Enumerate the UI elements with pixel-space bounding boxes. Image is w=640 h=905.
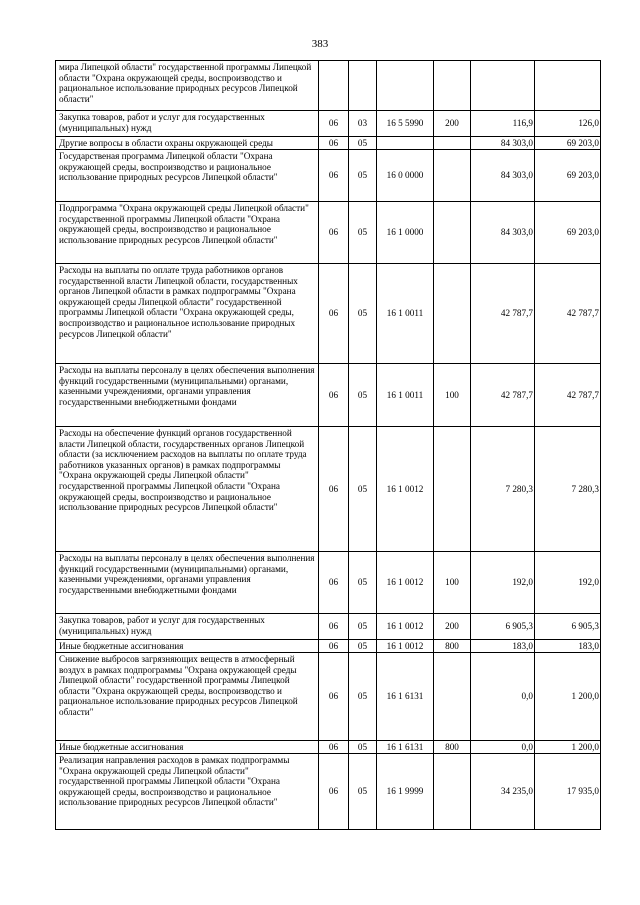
- table-row: [56, 552, 601, 614]
- expense-type-cell: [434, 61, 471, 111]
- subsection-code-cell: 05: [349, 741, 377, 754]
- table-row: [56, 150, 601, 202]
- expense-type-cell: 200: [434, 614, 471, 640]
- expense-type-cell: [434, 137, 471, 150]
- table-row: [56, 364, 601, 427]
- budget-table: [55, 60, 601, 830]
- subsection-code-cell: [349, 61, 377, 111]
- target-article-cell: 16 1 0011: [377, 264, 434, 364]
- amount-year1-cell: 183,0: [471, 640, 535, 653]
- section-code-cell: 06: [319, 202, 349, 264]
- target-article-cell: 16 0 0000: [377, 150, 434, 202]
- expense-name-cell: Государственая программа Липецкой области "Охрана окружающей среды, воспроизводство и рациональное использование природных ресурсов Липецкой области": [56, 150, 319, 202]
- amount-year2-cell: 69 203,0: [535, 202, 601, 264]
- expense-name-cell: Закупка товаров, работ и услуг для государственных (муниципальных) нужд: [56, 111, 319, 137]
- table-row: [56, 264, 601, 364]
- target-article-cell: 16 1 9999: [377, 754, 434, 830]
- subsection-code-cell: 05: [349, 364, 377, 427]
- section-code-cell: [319, 61, 349, 111]
- table-body: [56, 61, 601, 830]
- table-row: [56, 741, 601, 754]
- table-row: [56, 614, 601, 640]
- amount-year2-cell: 7 280,3: [535, 427, 601, 552]
- section-code-cell: 06: [319, 741, 349, 754]
- amount-year2-cell: 1 200,0: [535, 741, 601, 754]
- amount-year2-cell: 183,0: [535, 640, 601, 653]
- amount-year1-cell: 6 905,3: [471, 614, 535, 640]
- target-article-cell: 16 1 0012: [377, 614, 434, 640]
- amount-year2-cell: 6 905,3: [535, 614, 601, 640]
- target-article-cell: 16 5 5990: [377, 111, 434, 137]
- amount-year2-cell: 42 787,7: [535, 364, 601, 427]
- section-code-cell: 06: [319, 364, 349, 427]
- expense-name-cell: мира Липецкой области" государственной программы Липецкой области "Охрана окружающей среды, воспроизводство и рациональное использование природных ресурсов Липецкой области": [56, 61, 319, 111]
- subsection-code-cell: 05: [349, 754, 377, 830]
- expense-type-cell: [434, 754, 471, 830]
- expense-type-cell: [434, 202, 471, 264]
- section-code-cell: 06: [319, 150, 349, 202]
- section-code-cell: 06: [319, 754, 349, 830]
- subsection-code-cell: 05: [349, 202, 377, 264]
- expense-type-cell: [434, 264, 471, 364]
- page-number: 383: [311, 38, 329, 50]
- subsection-code-cell: 05: [349, 640, 377, 653]
- expense-name-cell: Другие вопросы в области охраны окружающей среды: [56, 137, 319, 150]
- section-code-cell: 06: [319, 264, 349, 364]
- amount-year1-cell: 7 280,3: [471, 427, 535, 552]
- expense-name-cell: Иные бюджетные ассигнования: [56, 741, 319, 754]
- amount-year2-cell: 42 787,7: [535, 264, 601, 364]
- expense-name-cell: Расходы на выплаты персоналу в целях обеспечения выполнения функций государственными (муниципальными) органами, казенными учреждениями, органами управления государственными внебюджетными фондами: [56, 364, 319, 427]
- expense-type-cell: [434, 427, 471, 552]
- table-row: [56, 202, 601, 264]
- amount-year1-cell: 84 303,0: [471, 137, 535, 150]
- section-code-cell: 06: [319, 614, 349, 640]
- target-article-cell: 16 1 0011: [377, 364, 434, 427]
- amount-year1-cell: [471, 61, 535, 111]
- table-row: [56, 640, 601, 653]
- expense-type-cell: [434, 653, 471, 741]
- expense-type-cell: 100: [434, 364, 471, 427]
- section-code-cell: 06: [319, 137, 349, 150]
- table-row: [56, 61, 601, 111]
- expense-name-cell: Иные бюджетные ассигнования: [56, 640, 319, 653]
- table-row: [56, 754, 601, 830]
- subsection-code-cell: 05: [349, 150, 377, 202]
- amount-year1-cell: 116,9: [471, 111, 535, 137]
- expense-type-cell: 800: [434, 741, 471, 754]
- subsection-code-cell: 03: [349, 111, 377, 137]
- subsection-code-cell: 05: [349, 614, 377, 640]
- section-code-cell: 06: [319, 111, 349, 137]
- expense-name-cell: Реализация направления расходов в рамках подпрограммы "Охрана окружающей среды Липецкой области" государственной программы Липецкой области "Охрана окружающей среды, воспроизводство и рациональное использование природных ресурсов Липецкой области": [56, 754, 319, 830]
- amount-year2-cell: 1 200,0: [535, 653, 601, 741]
- amount-year1-cell: 34 235,0: [471, 754, 535, 830]
- subsection-code-cell: 05: [349, 427, 377, 552]
- table-row: [56, 427, 601, 552]
- subsection-code-cell: 05: [349, 264, 377, 364]
- target-article-cell: 16 1 0012: [377, 552, 434, 614]
- amount-year2-cell: 17 935,0: [535, 754, 601, 830]
- expense-name-cell: Расходы на выплаты персоналу в целях обеспечения выполнения функций государственными (муниципальными) органами, казенными учреждениями, органами управления государственными внебюджетными фондами: [56, 552, 319, 614]
- amount-year1-cell: 0,0: [471, 741, 535, 754]
- target-article-cell: [377, 137, 434, 150]
- amount-year1-cell: 84 303,0: [471, 150, 535, 202]
- target-article-cell: 16 1 6131: [377, 741, 434, 754]
- target-article-cell: 16 1 0012: [377, 427, 434, 552]
- expense-name-cell: Расходы на обеспечение функций органов государственной власти Липецкой области, государственных органов Липецкой области (за исключением расходов на выплаты по оплате труда работников указанных органов) в рамках подпрограммы "Охрана окружающей среды Липецкой области" государственной программы Липецкой области "Охрана окружающей среды, воспроизводство и рациональное использование природных ресурсов Липецкой области": [56, 427, 319, 552]
- amount-year1-cell: 0,0: [471, 653, 535, 741]
- section-code-cell: 06: [319, 427, 349, 552]
- expense-name-cell: Закупка товаров, работ и услуг для государственных (муниципальных) нужд: [56, 614, 319, 640]
- expense-type-cell: [434, 150, 471, 202]
- target-article-cell: 16 1 6131: [377, 653, 434, 741]
- target-article-cell: 16 1 0012: [377, 640, 434, 653]
- expense-name-cell: Снижение выбросов загрязняющих веществ в атмосферный воздух в рамках подпрограммы "Охрана окружающей среды Липецкой области" государственной программы Липецкой области "Охрана окружающей среды, воспроизводство и рациональное использование природных ресурсов Липецкой области": [56, 653, 319, 741]
- amount-year1-cell: 42 787,7: [471, 364, 535, 427]
- table-row: [56, 111, 601, 137]
- subsection-code-cell: 05: [349, 137, 377, 150]
- expense-type-cell: 800: [434, 640, 471, 653]
- expense-name-cell: Расходы на выплаты по оплате труда работников органов государственной власти Липецкой области, государственных органов Липецкой области в рамках подпрограммы "Охрана окружающей среды Липецкой области" государственной программы Липецкой области "Охрана окружающей среды, воспроизводство и рациональное использование природных ресурсов Липецкой области": [56, 264, 319, 364]
- target-article-cell: [377, 61, 434, 111]
- expense-type-cell: 100: [434, 552, 471, 614]
- amount-year2-cell: 69 203,0: [535, 150, 601, 202]
- expense-name-cell: Подпрограмма "Охрана окружающей среды Липецкой области" государственной программы Липецкой области "Охрана окружающей среды, воспроизводство и рациональное использование природных ресурсов Липецкой области": [56, 202, 319, 264]
- target-article-cell: 16 1 0000: [377, 202, 434, 264]
- amount-year1-cell: 42 787,7: [471, 264, 535, 364]
- table-row: [56, 653, 601, 741]
- amount-year2-cell: 126,0: [535, 111, 601, 137]
- subsection-code-cell: 05: [349, 653, 377, 741]
- amount-year2-cell: 192,0: [535, 552, 601, 614]
- section-code-cell: 06: [319, 640, 349, 653]
- section-code-cell: 06: [319, 552, 349, 614]
- section-code-cell: 06: [319, 653, 349, 741]
- subsection-code-cell: 05: [349, 552, 377, 614]
- expense-type-cell: 200: [434, 111, 471, 137]
- amount-year1-cell: 84 303,0: [471, 202, 535, 264]
- table-row: [56, 137, 601, 150]
- amount-year1-cell: 192,0: [471, 552, 535, 614]
- amount-year2-cell: 69 203,0: [535, 137, 601, 150]
- amount-year2-cell: [535, 61, 601, 111]
